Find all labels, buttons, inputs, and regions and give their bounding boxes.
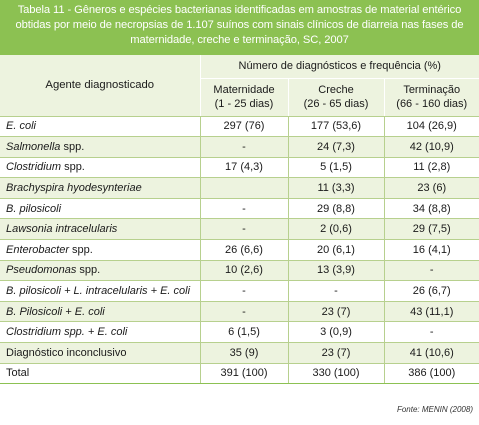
value-cell: 386 (100) xyxy=(384,363,479,384)
agent-name-part: spp. xyxy=(60,140,85,153)
data-table xyxy=(0,55,479,384)
header-phase-name: Terminação xyxy=(403,84,461,97)
value-cell: 35 (9) xyxy=(200,343,288,364)
agent-name-cell xyxy=(0,116,200,137)
value-cell: 17 (4,3) xyxy=(200,157,288,178)
table-row xyxy=(0,363,479,384)
value-cell: 26 (6,6) xyxy=(200,240,288,261)
value-cell: 297 (76) xyxy=(200,116,288,137)
agent-name-part: B. pilosicoli + L. intracelularis + E. coli xyxy=(6,285,191,298)
agent-name-part: Pseudomonas xyxy=(6,264,77,277)
agent-name-part: Enterobacter xyxy=(6,243,69,256)
table-row xyxy=(0,260,479,281)
table-row xyxy=(0,198,479,219)
header-group: Número de diagnósticos e frequência (%) xyxy=(200,55,479,78)
value-cell: 3 (0,9) xyxy=(288,322,384,343)
value-cell: 29 (7,5) xyxy=(384,219,479,240)
value-cell: - xyxy=(200,198,288,219)
value-cell xyxy=(200,178,288,199)
value-cell: 391 (100) xyxy=(200,363,288,384)
header-agent: Agente diagnosticado xyxy=(0,55,200,116)
value-cell: 13 (3,9) xyxy=(288,260,384,281)
agent-name-cell xyxy=(0,137,200,158)
agent-name-cell xyxy=(0,343,200,364)
value-cell: 42 (10,9) xyxy=(384,137,479,158)
value-cell: 23 (6) xyxy=(384,178,479,199)
agent-name-cell xyxy=(0,157,200,178)
table-row xyxy=(0,157,479,178)
table-row xyxy=(0,178,479,199)
agent-name-part: B. pilosicoli xyxy=(6,202,62,215)
table-body xyxy=(0,116,479,384)
table-row xyxy=(0,301,479,322)
agent-name-part: spp. xyxy=(76,264,101,277)
value-cell: 2 (0,6) xyxy=(288,219,384,240)
value-cell: 11 (2,8) xyxy=(384,157,479,178)
source-note: Fonte: MENIN (2008) xyxy=(396,405,473,414)
value-cell: 34 (8,8) xyxy=(384,198,479,219)
agent-name-part: spp. xyxy=(61,161,85,174)
value-cell: 104 (26,9) xyxy=(384,116,479,137)
value-cell: 11 (3,3) xyxy=(288,178,384,199)
table-row xyxy=(0,322,479,343)
value-cell: 26 (6,7) xyxy=(384,281,479,302)
value-cell: 10 (2,6) xyxy=(200,260,288,281)
header-phase-name: Maternidade xyxy=(213,84,275,97)
header-phase-name: Creche xyxy=(318,84,354,97)
header-phase-range: (26 - 65 dias) xyxy=(303,98,369,111)
value-cell: 330 (100) xyxy=(288,363,384,384)
value-cell: 23 (7) xyxy=(288,301,384,322)
value-cell: 16 (4,1) xyxy=(384,240,479,261)
value-cell: - xyxy=(200,219,288,240)
agent-name-part: spp. xyxy=(68,243,93,256)
agent-name-part: Clostridium xyxy=(6,161,62,174)
value-cell: - xyxy=(384,260,479,281)
value-cell: 177 (53,6) xyxy=(288,116,384,137)
table-row xyxy=(0,219,479,240)
agent-name-cell xyxy=(0,178,200,199)
value-cell: 24 (7,3) xyxy=(288,137,384,158)
value-cell: - xyxy=(288,281,384,302)
value-cell: 41 (10,6) xyxy=(384,343,479,364)
agent-name-cell xyxy=(0,281,200,302)
header-phase-range: (1 - 25 dias) xyxy=(214,98,274,111)
header-terminacao xyxy=(384,78,479,116)
value-cell: 29 (8,8) xyxy=(288,198,384,219)
agent-name-part: E. coli xyxy=(6,120,36,133)
value-cell: - xyxy=(200,281,288,302)
table-row xyxy=(0,240,479,261)
agent-name-cell xyxy=(0,198,200,219)
table-title: Tabela 11 - Gêneros e espécies bacterianas identificadas em amostras de material entérico obtidas por meio de necropsias de 1.107 suínos com sinais clínicos de diarreia nas fases de maternidade, creche e terminação, SC, 2007 xyxy=(0,0,479,55)
table-row xyxy=(0,116,479,137)
value-cell: - xyxy=(200,301,288,322)
agent-name-cell xyxy=(0,219,200,240)
agent-name-cell xyxy=(0,363,200,384)
table-row xyxy=(0,343,479,364)
agent-name-part: Brachyspira hyodesynteriae xyxy=(6,182,142,195)
value-cell: 20 (6,1) xyxy=(288,240,384,261)
table-row xyxy=(0,137,479,158)
header-maternidade xyxy=(200,78,288,116)
agent-name-cell xyxy=(0,301,200,322)
agent-name-cell xyxy=(0,240,200,261)
value-cell: 6 (1,5) xyxy=(200,322,288,343)
value-cell: 23 (7) xyxy=(288,343,384,364)
agent-name-part: B. Pilosicoli + E. coli xyxy=(6,305,105,318)
value-cell: 43 (11,1) xyxy=(384,301,479,322)
value-cell: 5 (1,5) xyxy=(288,157,384,178)
agent-name-part: Diagnóstico inconclusivo xyxy=(6,346,127,359)
agent-name-part: Salmonella xyxy=(6,140,61,153)
value-cell: - xyxy=(384,322,479,343)
agent-name-part: Lawsonia intracelularis xyxy=(6,223,118,236)
header-creche xyxy=(288,78,384,116)
agent-name-cell xyxy=(0,322,200,343)
table-row xyxy=(0,281,479,302)
header-phase-range: (66 - 160 dias) xyxy=(396,98,468,111)
agent-name-part: Clostridium spp. + E. coli xyxy=(6,326,128,339)
value-cell: - xyxy=(200,137,288,158)
agent-name-part: Total xyxy=(6,367,30,380)
agent-name-cell xyxy=(0,260,200,281)
